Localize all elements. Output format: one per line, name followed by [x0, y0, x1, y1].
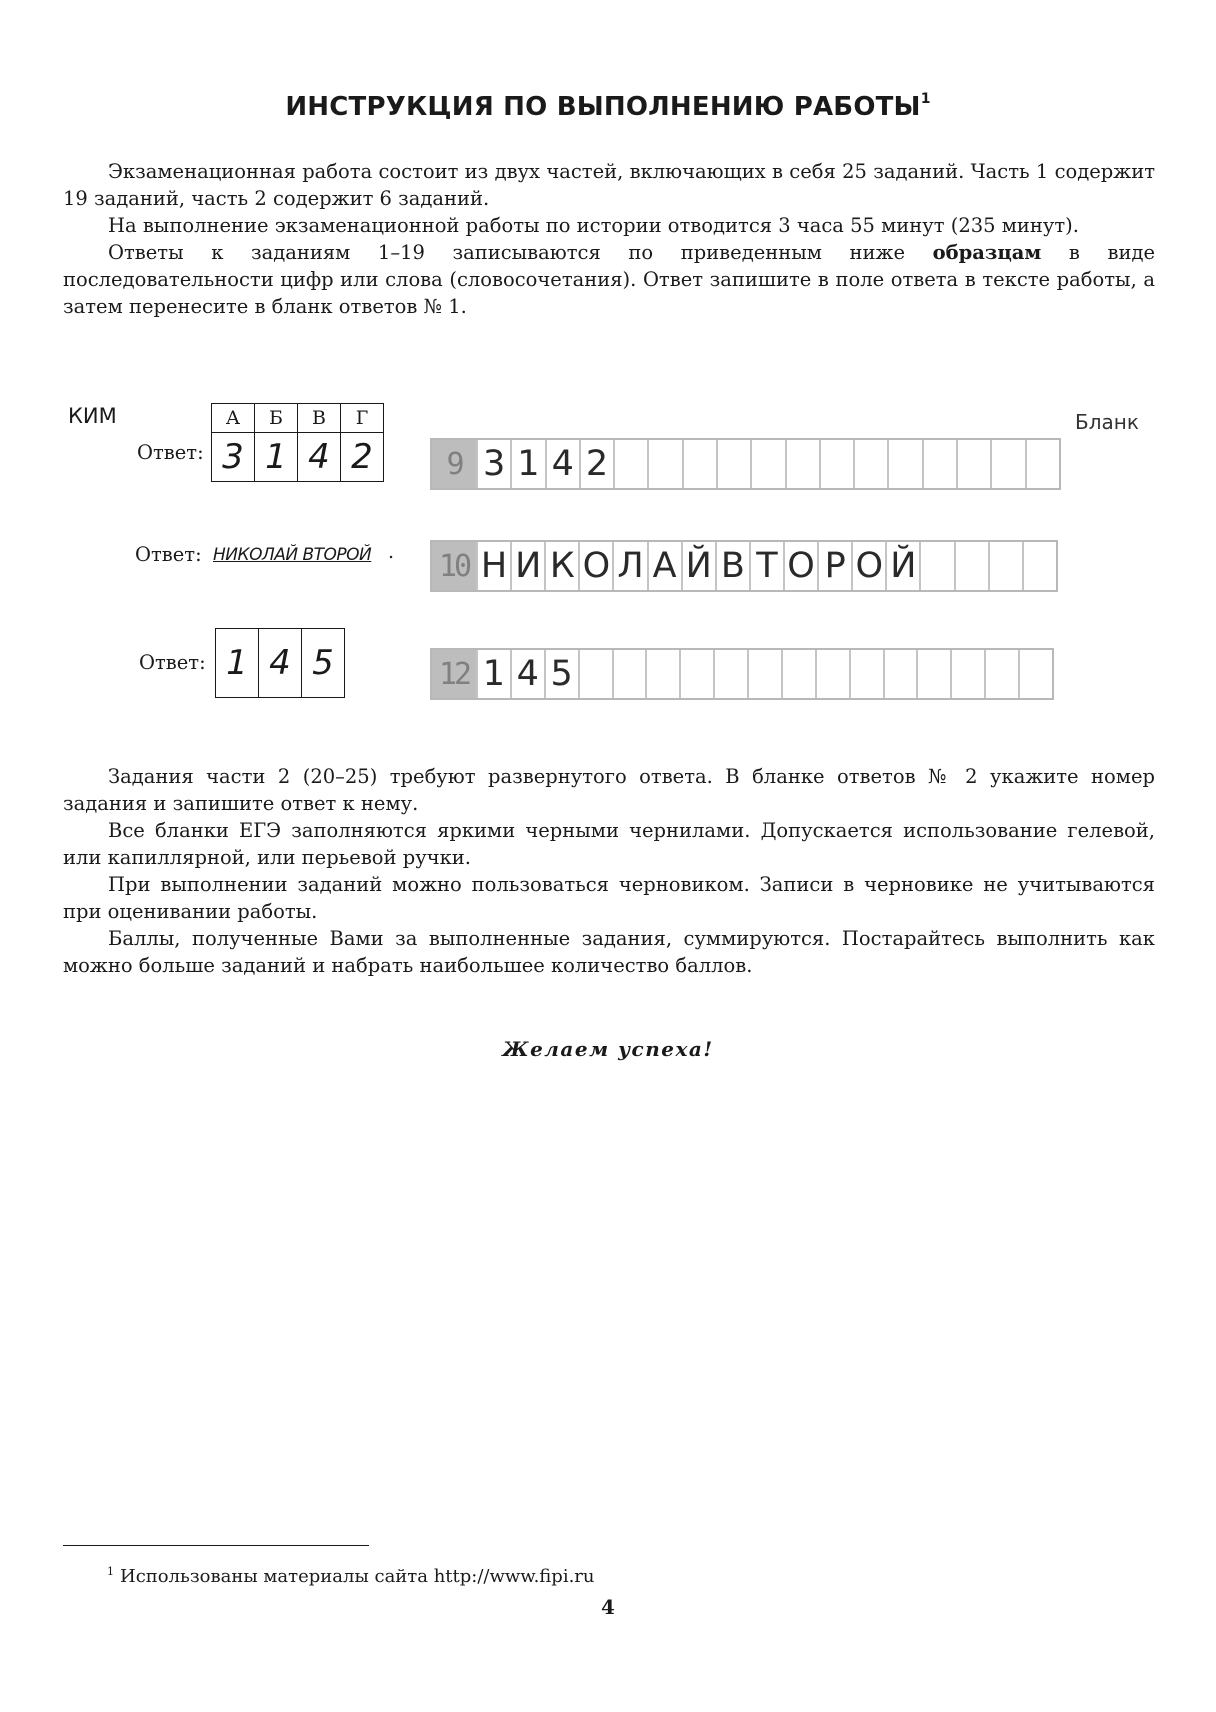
closing-wish: Желаем успеха!: [502, 1037, 714, 1061]
sample3-blank-strip: [430, 648, 1054, 700]
strip-task-number: 10: [432, 542, 476, 590]
sample3-value-cell: 4: [259, 629, 302, 698]
strip-cell: О: [783, 542, 817, 590]
title-footnote-marker: 1: [920, 91, 931, 108]
strip-cell: 2: [579, 440, 613, 488]
strip-cell: Й: [681, 542, 715, 590]
strip-cell: [883, 650, 917, 698]
strip-cell: [887, 440, 921, 488]
strip-cell: [747, 650, 781, 698]
strip-cell: [750, 440, 784, 488]
strip-cell: 4: [545, 440, 579, 488]
strip-cell: И: [510, 542, 544, 590]
strip-cell: [645, 650, 679, 698]
page-number: 4: [601, 1595, 615, 1619]
strip-cell: [956, 440, 990, 488]
strip-cell: [713, 650, 747, 698]
strip-cell: Н: [476, 542, 510, 590]
answers-instruction-end: в виде последовательности цифр или слова (словосочетания). Ответ запишите в поле ответа в тексте работы, а затем перенесите в бланк ответов № 1.: [63, 241, 1156, 318]
sample3-value-cell: 5: [302, 629, 345, 698]
sample3-answer-label: Ответ:: [139, 651, 206, 674]
strip-cell: [849, 650, 883, 698]
strip-cell: [781, 650, 815, 698]
strip-task-number: 12: [432, 650, 476, 698]
page-title: [0, 92, 1216, 122]
page-title-text: ИНСТРУКЦИЯ ПО ВЫПОЛНЕНИЮ РАБОТЫ: [285, 92, 921, 122]
intro-paragraph-2: На выполнение экзаменационной работы по истории отводится 3 часа 55 минут (235 минут).: [108, 214, 1079, 237]
strip-cell: [819, 440, 853, 488]
sample3-value-cell: 1: [216, 629, 259, 698]
strip-cell: 5: [544, 650, 578, 698]
strip-cell: [922, 440, 956, 488]
outro-paragraph-3: При выполнении заданий можно пользоваться черновиком. Записи в черновике не учитываются при оценивании работы.: [63, 873, 1155, 923]
strip-cell: [1025, 440, 1059, 488]
sample1-header-v: В: [298, 404, 341, 433]
strip-cell: Й: [885, 542, 919, 590]
strip-cell: [919, 542, 953, 590]
strip-task-number: 9: [432, 440, 476, 488]
kim-label: КИМ: [68, 404, 117, 428]
strip-cell: Т: [749, 542, 783, 590]
strip-cell: 3: [476, 440, 510, 488]
sample2-written-period: .: [388, 541, 395, 563]
blank-label: Бланк: [1075, 410, 1139, 434]
strip-cell: О: [578, 542, 612, 590]
strip-cell: [853, 440, 887, 488]
strip-cell: [1018, 650, 1052, 698]
intro-section: [63, 158, 1155, 320]
strip-cell: [954, 542, 988, 590]
sample1-answer-label: Ответ:: [137, 441, 204, 464]
outro-paragraph-4: Баллы, полученные Вами за выполненные задания, суммируются. Постарайтесь выполнить как можно больше заданий и набрать наибольшее количество баллов.: [63, 927, 1155, 977]
strip-cell: [1022, 542, 1056, 590]
sample1-value-cell: 3: [212, 433, 255, 482]
strip-cell: [984, 650, 1018, 698]
intro-paragraph-1: Экзаменационная работа состоит из двух частей, включающих в себя 25 заданий. Часть 1 содержит 19 заданий, часть 2 содержит 6 заданий.: [63, 160, 1155, 210]
strip-cell: [613, 440, 647, 488]
outro-paragraph-1: Задания части 2 (20–25) требуют развернутого ответа. В бланке ответов № 2 укажите номер задания и запишите ответ к нему.: [63, 765, 1155, 815]
strip-cell: [578, 650, 612, 698]
footnote: [107, 1565, 595, 1587]
strip-cell: [682, 440, 716, 488]
sample1-value-cell: 4: [298, 433, 341, 482]
answers-instruction-bold: образцам: [932, 241, 1042, 264]
strip-cell: [647, 440, 681, 488]
sample1-value-cell: 2: [341, 433, 384, 482]
strip-cell: К: [544, 542, 578, 590]
footnote-divider: [63, 1545, 369, 1546]
strip-cell: [785, 440, 819, 488]
strip-cell: [612, 650, 646, 698]
strip-cell: В: [715, 542, 749, 590]
strip-cell: [988, 542, 1022, 590]
strip-cell: [916, 650, 950, 698]
sample2-answer-label: Ответ:: [135, 543, 202, 566]
sample1-blank-strip: [430, 438, 1061, 490]
sample2-written-answer: [213, 545, 371, 565]
strip-cell: 4: [510, 650, 544, 698]
sample3-kim-table: [215, 628, 345, 698]
footnote-text: Использованы материалы сайта http://www.fipi.ru: [120, 1566, 595, 1587]
sample2-blank-strip: [430, 540, 1058, 592]
strip-cell: [950, 650, 984, 698]
sample1-header-a: А: [212, 404, 255, 433]
sample1-value-cell: 1: [255, 433, 298, 482]
strip-cell: [815, 650, 849, 698]
strip-cell: 1: [510, 440, 544, 488]
strip-cell: Р: [817, 542, 851, 590]
strip-cell: [716, 440, 750, 488]
strip-cell: 1: [476, 650, 510, 698]
outro-paragraph-2: Все бланки ЕГЭ заполняются яркими черными чернилами. Допускается использование гелевой, или капиллярной, или перьевой ручки.: [63, 819, 1155, 869]
strip-cell: [990, 440, 1024, 488]
strip-cell: О: [851, 542, 885, 590]
answers-instruction-start: Ответы к заданиям 1–19 записываются по приведенным ниже: [108, 241, 933, 264]
sample1-kim-table: [211, 403, 384, 482]
strip-cell: [679, 650, 713, 698]
strip-cell: А: [647, 542, 681, 590]
sample1-header-g: Г: [341, 404, 384, 433]
answers-instruction-paragraph: [63, 239, 1155, 320]
sample1-header-b: Б: [255, 404, 298, 433]
outro-section: [63, 763, 1155, 979]
strip-cell: Л: [612, 542, 646, 590]
footnote-marker: 1: [107, 1565, 114, 1578]
sample2-written-text: НИКОЛАЙ ВТОРОЙ: [213, 545, 372, 565]
